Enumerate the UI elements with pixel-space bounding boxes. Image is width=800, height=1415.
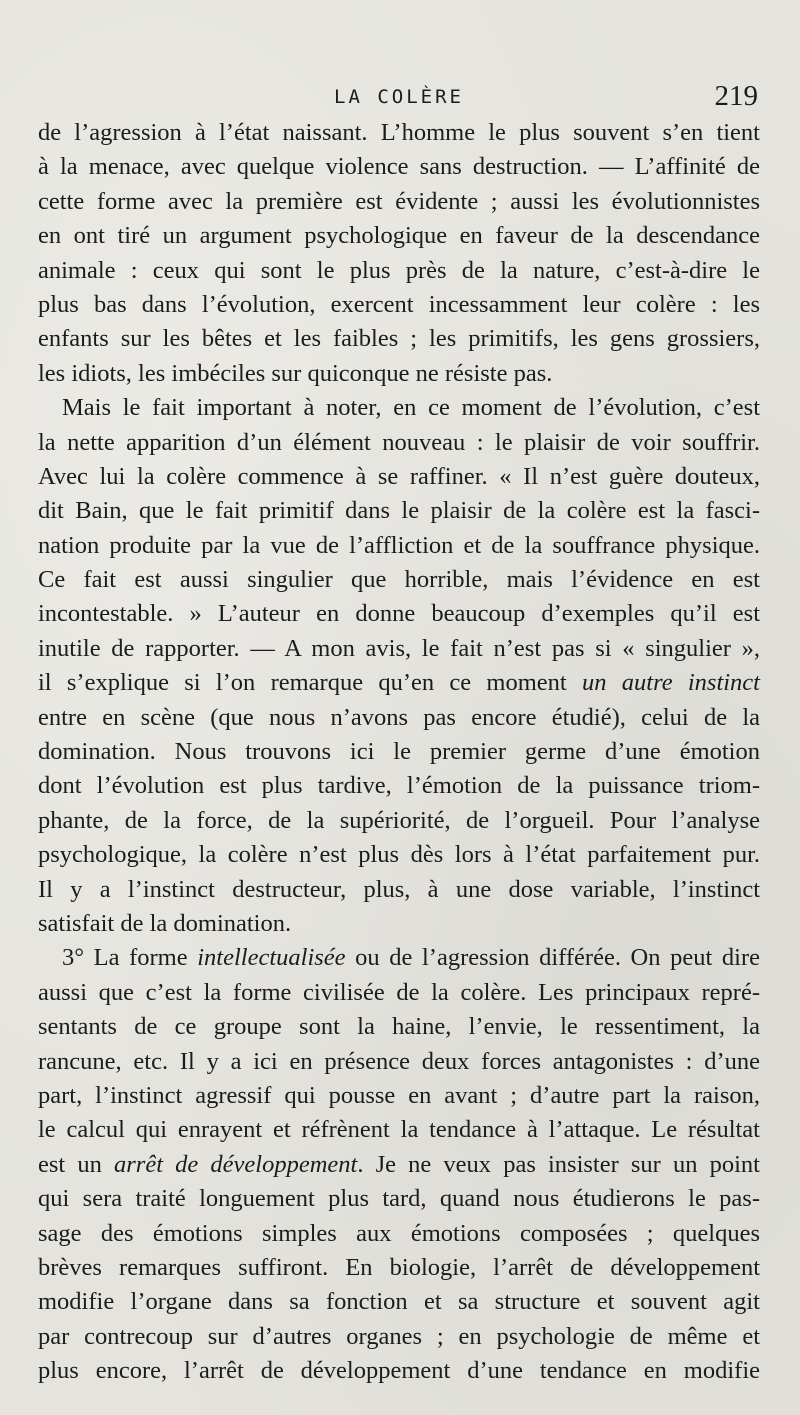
text-segment: nation produite par la vue de l’affliction et de la souffrance physique. <box>38 531 760 559</box>
text-segment: . Je ne veux pas insister sur un point <box>357 1150 760 1178</box>
text-line <box>38 804 760 838</box>
text-segment: Il y a l’instinct destructeur, plus, à une dose variable, l’instinct <box>38 875 760 903</box>
text-segment: Avec lui la colère commence à se raffiner. « Il n’est guère douteux, <box>38 462 760 490</box>
text-line <box>38 735 760 769</box>
text-line <box>38 941 760 975</box>
text-segment: incontestable. » L’auteur en donne beaucoup d’exemples qu’il est <box>38 600 760 628</box>
running-title: LA COLÈRE <box>334 86 464 108</box>
text-line <box>38 1217 760 1251</box>
text-line <box>38 460 760 494</box>
text-segment: dont l’évolution est plus tardive, l’émotion de la puissance triom- <box>38 772 760 800</box>
text-segment: 3° La forme <box>62 944 198 972</box>
text-segment: par contrecoup sur d’autres organes ; en psychologie de même et <box>38 1322 760 1350</box>
text-segment: il s’explique si l’on remarque qu’en ce moment <box>38 669 582 697</box>
text-segment: plus bas dans l’évolution, exercent incessamment leur colère : les <box>38 290 760 318</box>
text-segment: phante, de la force, de la supériorité, de l’orgueil. Pour l’analyse <box>38 806 760 834</box>
text-segment: en ont tiré un argument psychologique en faveur de la descendance <box>38 222 760 250</box>
text-segment: plus encore, l’arrêt de développement d’une tendance en modifie <box>38 1357 760 1385</box>
text-line <box>38 1010 760 1044</box>
text-segment: Ce fait est aussi singulier que horrible, mais l’évidence en est <box>38 566 760 594</box>
running-head <box>38 80 760 114</box>
text-segment: la nette apparition d’un élément nouveau : le plaisir de voir souffrir. <box>38 428 760 456</box>
text-segment: est un <box>38 1150 114 1178</box>
text-segment: Mais le fait important à noter, en ce moment de l’évolution, c’est <box>62 394 760 422</box>
text-line <box>38 529 760 563</box>
text-segment: domination. Nous trouvons ici le premier germe d’une émotion <box>38 738 760 766</box>
text-line <box>38 150 760 184</box>
text-line <box>38 322 760 356</box>
text-line <box>38 1182 760 1216</box>
text-segment: cette forme avec la première est évidente ; aussi les évolutionnistes <box>38 187 760 215</box>
text-line <box>38 1079 760 1113</box>
text-line <box>38 597 760 631</box>
text-segment: part, l’instinct agressif qui pousse en avant ; d’autre part la raison, <box>38 1081 760 1109</box>
text-line <box>38 769 760 803</box>
text-body <box>38 116 760 1388</box>
text-segment: psychologique, la colère n’est plus dès lors à l’état parfaitement pur. <box>38 841 760 869</box>
text-segment: sentants de ce groupe sont la haine, l’envie, le ressentiment, la <box>38 1013 760 1041</box>
text-segment: qui sera traité longuement plus tard, quand nous étudierons le pas- <box>38 1185 760 1213</box>
text-segment: animale : ceux qui sont le plus près de la nature, c’est-à-dire le <box>38 256 760 284</box>
text-segment: modifie l’organe dans sa fonction et sa structure et souvent agit <box>38 1288 760 1316</box>
text-segment: le calcul qui enrayent et réfrènent la tendance à l’attaque. Le résultat <box>38 1116 760 1144</box>
text-line <box>38 1045 760 1079</box>
text-segment: satisfait de la domination. <box>38 909 292 937</box>
text-line <box>38 873 760 907</box>
page-number: 219 <box>714 80 758 112</box>
text-line <box>38 666 760 700</box>
italic-text: arrêt de développement <box>114 1150 358 1178</box>
text-line <box>38 838 760 872</box>
text-segment: aussi que c’est la forme civilisée de la colère. Les principaux repré- <box>38 978 760 1006</box>
text-line <box>38 288 760 322</box>
text-line <box>38 1113 760 1147</box>
text-line <box>38 1148 760 1182</box>
text-line <box>38 357 760 391</box>
text-segment: sage des émotions simples aux émotions composées ; quelques <box>38 1219 760 1247</box>
text-line <box>38 1320 760 1354</box>
text-line <box>38 391 760 425</box>
text-segment: brèves remarques suffiront. En biologie, l’arrêt de développement <box>38 1253 760 1281</box>
text-line <box>38 185 760 219</box>
text-segment: inutile de rapporter. — A mon avis, le fait n’est pas si « singulier », <box>38 634 760 662</box>
text-segment: rancune, etc. Il y a ici en présence deux forces antagonistes : d’une <box>38 1047 760 1075</box>
italic-text: un autre instinct <box>582 669 760 697</box>
text-line <box>38 426 760 460</box>
text-segment: à la menace, avec quelque violence sans destruction. — L’affinité de <box>38 153 760 181</box>
text-segment: dit Bain, que le fait primitif dans le plaisir de la colère est la fasci- <box>38 497 760 525</box>
text-segment: les idiots, les imbéciles sur quiconque ne résiste pas. <box>38 359 553 387</box>
text-line <box>38 1251 760 1285</box>
text-line <box>38 1354 760 1388</box>
text-segment: ou de l’agression différée. On peut dire <box>345 944 760 972</box>
text-line <box>38 219 760 253</box>
text-line <box>38 701 760 735</box>
text-line <box>38 254 760 288</box>
text-line <box>38 563 760 597</box>
text-line <box>38 976 760 1010</box>
text-line <box>38 116 760 150</box>
text-line <box>38 494 760 528</box>
text-segment: entre en scène (que nous n’avons pas encore étudié), celui de la <box>38 703 760 731</box>
text-line <box>38 1285 760 1319</box>
text-line <box>38 907 760 941</box>
text-segment: enfants sur les bêtes et les faibles ; les primitifs, les gens grossiers, <box>38 325 760 353</box>
text-segment: de l’agression à l’état naissant. L’homme le plus souvent s’en tient <box>38 119 760 146</box>
italic-text: intellectualisée <box>197 944 346 972</box>
text-line <box>38 632 760 666</box>
